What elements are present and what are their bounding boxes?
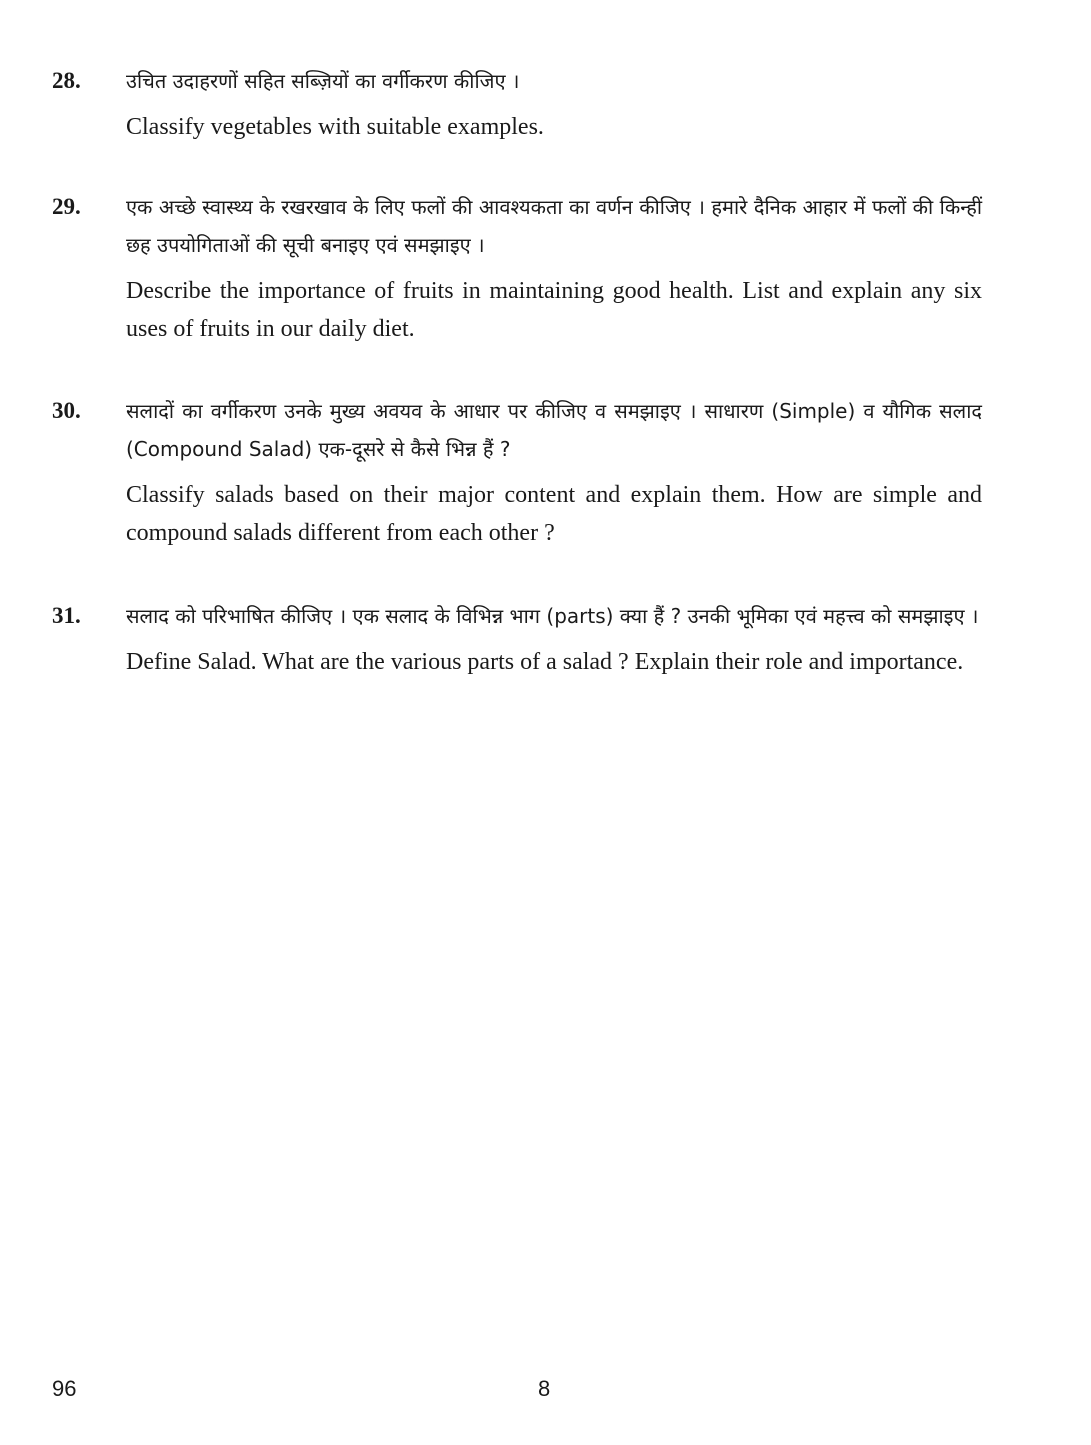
paper-code: 96: [52, 1376, 77, 1401]
page-number: 8: [538, 1376, 551, 1401]
question-text-english: Describe the importance of fruits in maintaining good health. List and explain any six uses of fruits in our daily diet.: [126, 278, 982, 342]
question-text-hindi: सलाद को परिभाषित कीजिए । एक सलाद के विभिन्न भाग (parts) क्या हैं ? उनकी भूमिका एवं महत्त्व को समझाइए ।: [126, 604, 979, 628]
question-text-english: Classify salads based on their major content and explain them. How are simple and compound salads different from each other ?: [126, 482, 982, 546]
question-text-hindi: उचित उदाहरणों सहित सब्ज़ियों का वर्गीकरण कीजिए ।: [126, 69, 520, 93]
question-31: [52, 597, 982, 681]
question-29: [52, 188, 982, 348]
question-text-hindi: सलादों का वर्गीकरण उनके मुख्य अवयव के आधार पर कीजिए व समझाइए । साधारण (Simple) व यौगिक सलाद (Compound Salad) एक-दूसरे से कैसे भिन्न हैं ?: [126, 399, 982, 461]
question-28: [52, 62, 982, 146]
question-text-english: Classify vegetables with suitable examples.: [126, 114, 544, 140]
question-number: 30.: [52, 398, 81, 423]
question-number: 31.: [52, 603, 81, 628]
question-number: 29.: [52, 194, 81, 219]
question-text-english: Define Salad. What are the various parts of a salad ? Explain their role and importance.: [126, 649, 964, 675]
question-text-hindi: एक अच्छे स्वास्थ्य के रखरखाव के लिए फलों की आवश्यकता का वर्णन कीजिए । हमारे दैनिक आहार में फलों की किन्हीं छह उपयोगिताओं की सूची बनाइए एवं समझाइए ।: [126, 195, 982, 257]
question-number: 28.: [52, 68, 81, 93]
question-30: [52, 392, 982, 552]
